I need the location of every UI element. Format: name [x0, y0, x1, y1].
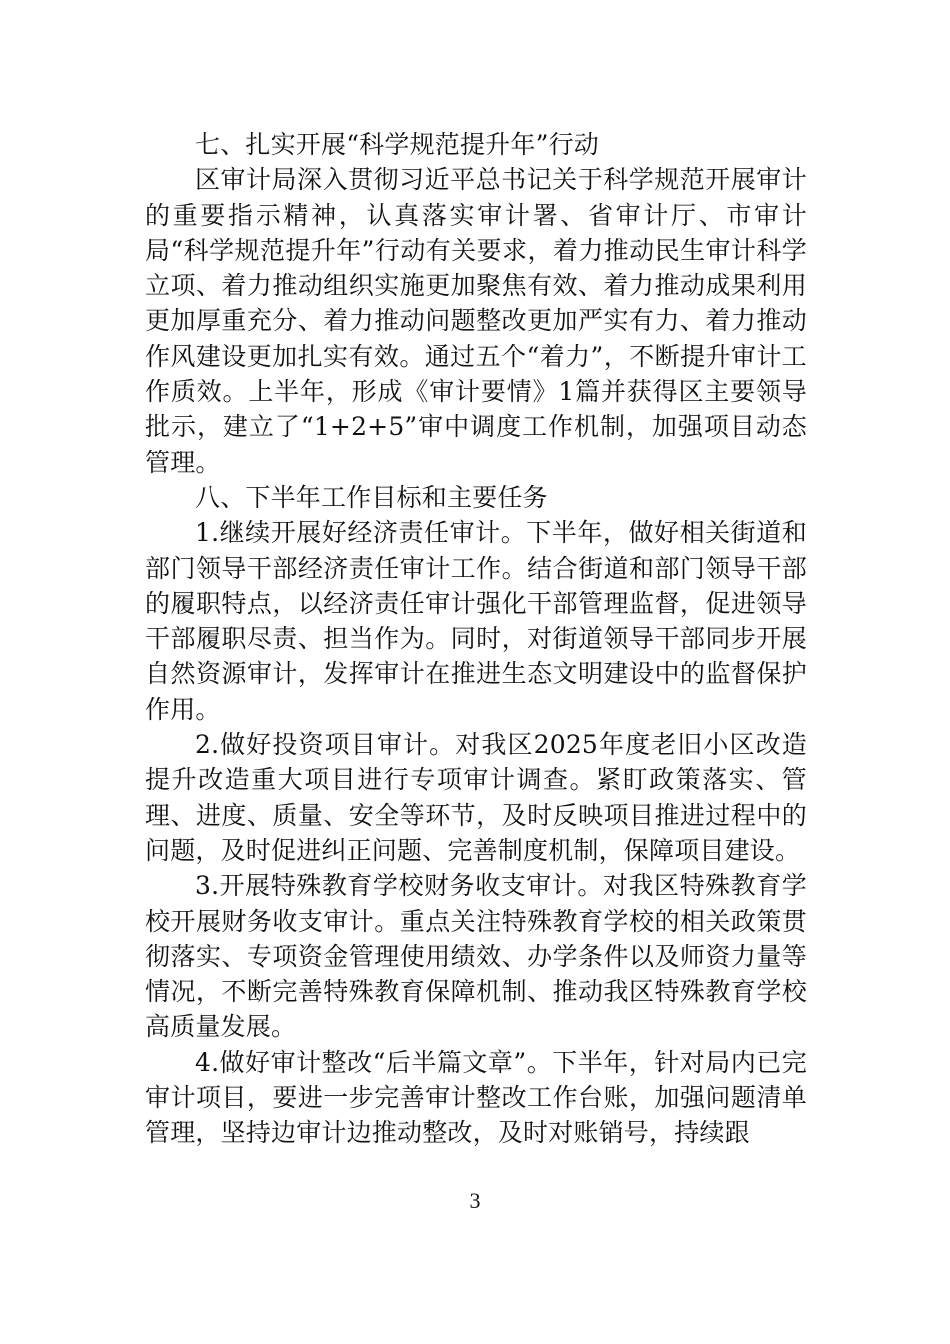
paragraph-task-3: 3.开展特殊教育学校财务收支审计。对我区特殊教育学校开展财务收支审计。重点关注特殊教育学校的相关政策贯彻落实、专项资金管理使用绩效、办学条件以及师资力量等情况，不断完善特殊教育保障机制、推动我区特殊教育学校高质量发展。: [145, 871, 807, 1042]
paragraph-task-4: 4.做好审计整改“后半篇文章”。下半年，针对局内已完审计项目，要进一步完善审计整改工作台账，加强问题清单管理，坚持边审计边推动整改，及时对账销号，持续跟: [145, 1047, 807, 1148]
page-number: 3: [469, 1188, 481, 1213]
paragraph-task-1: 1.继续开展好经济责任审计。下半年，做好相关街道和部门领导干部经济责任审计工作。结合街道和部门领导干部的履职特点，以经济责任审计强化干部管理监督，促进领导干部履职尽责、担当作为。同时，对街道领导干部同步开展自然资源审计，发挥审计在推进生态文明建设中的监督保护作用。: [145, 518, 807, 724]
section-heading-8: 八、下半年工作目标和主要任务: [195, 482, 548, 512]
section-heading-7: 七、扎实开展“科学规范提升年”行动: [195, 130, 599, 159]
paragraph-section-7-body: 区审计局深入贯彻习近平总书记关于科学规范开展审计的重要指示精神，认真落实审计署、省审计厅、市审计局“科学规范提升年”行动有关要求，着力推动民生审计科学立项、着力推动组织实施更加聚焦有效、着力推动成果利用更加厚重充分、着力推动问题整改更加严实有力、着力推动作风建设更加扎实有效。通过五个“着力”，不断提升审计工作质效。上半年，形成《审计要情》1篇并获得区主要领导批示，建立了“1+2+5”审中调度工作机制，加强项目动态管理。: [145, 165, 807, 477]
paragraph-task-2: 2.做好投资项目审计。对我区2025年度老旧小区改造提升改造重大项目进行专项审计调查。紧盯政策落实、管理、进度、质量、安全等环节，及时反映项目推进过程中的问题，及时促进纠正问题、完善制度机制，保障项目建设。: [145, 730, 807, 865]
document-body: [145, 127, 807, 1151]
